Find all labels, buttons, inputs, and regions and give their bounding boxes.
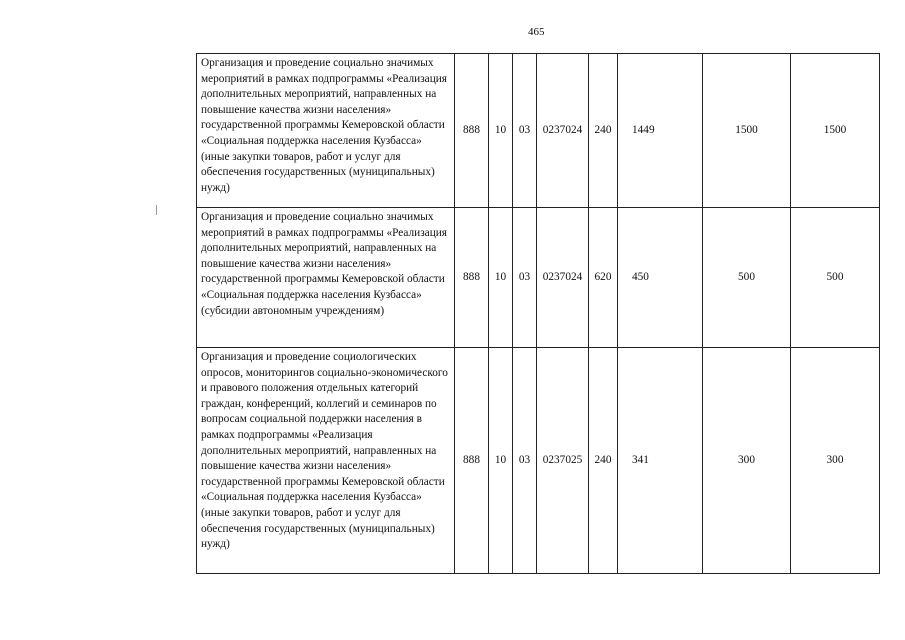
ministry-code: 888	[455, 54, 489, 208]
ministry-code: 888	[455, 208, 489, 348]
section-code: 10	[489, 54, 513, 208]
row-description: Организация и проведение социально значимых мероприятий в рамках подпрограммы «Реализация дополнительных мероприятий, направленных на повышение качества жизни населения» государственной программы Кемеровской области «Социальная поддержка населения Кузбасса» (субсидии автономным учреждениям)	[197, 208, 455, 348]
target-article: 0237024	[537, 208, 589, 348]
expense-type: 620	[589, 208, 618, 348]
expense-type: 240	[589, 348, 618, 574]
table-row	[197, 208, 880, 348]
page-number: 465	[528, 26, 545, 38]
row-description: Организация и проведение социально значимых мероприятий в рамках подпрограммы «Реализация дополнительных мероприятий, направленных на повышение качества жизни населения» государственной программы Кемеровской области «Социальная поддержка населения Кузбасса» (иные закупки товаров, работ и услуг для обеспечения государственных (муниципальных) нужд)	[197, 54, 455, 208]
section-code: 10	[489, 348, 513, 574]
subsection-code: 03	[513, 348, 537, 574]
subsection-code: 03	[513, 208, 537, 348]
ministry-code: 888	[455, 348, 489, 574]
target-article: 0237025	[537, 348, 589, 574]
table-row	[197, 54, 880, 208]
amount-year-1: 341	[618, 348, 703, 574]
amount-year-2: 300	[703, 348, 791, 574]
amount-year-1: 1449	[618, 54, 703, 208]
row-description: Организация и проведение социологических опросов, мониторингов социально-экономического и правового положения отдельных категорий граждан, конференций, коллегий и семинаров по вопросам социальной поддержки населения в рамках подпрограммы «Реализация дополнительных мероприятий, направленных на повышение качества жизни населения» государственной программы Кемеровской области «Социальная поддержка населения Кузбасса» (иные закупки товаров, работ и услуг для обеспечения государственных (муниципальных) нужд)	[197, 348, 455, 574]
subsection-code: 03	[513, 54, 537, 208]
section-code: 10	[489, 208, 513, 348]
amount-year-3: 1500	[791, 54, 880, 208]
amount-year-3: 300	[791, 348, 880, 574]
budget-table	[196, 53, 880, 574]
target-article: 0237024	[537, 54, 589, 208]
amount-year-1: 450	[618, 208, 703, 348]
scan-mark	[156, 205, 157, 215]
expense-type: 240	[589, 54, 618, 208]
table-row	[197, 348, 880, 574]
amount-year-2: 1500	[703, 54, 791, 208]
amount-year-3: 500	[791, 208, 880, 348]
amount-year-2: 500	[703, 208, 791, 348]
